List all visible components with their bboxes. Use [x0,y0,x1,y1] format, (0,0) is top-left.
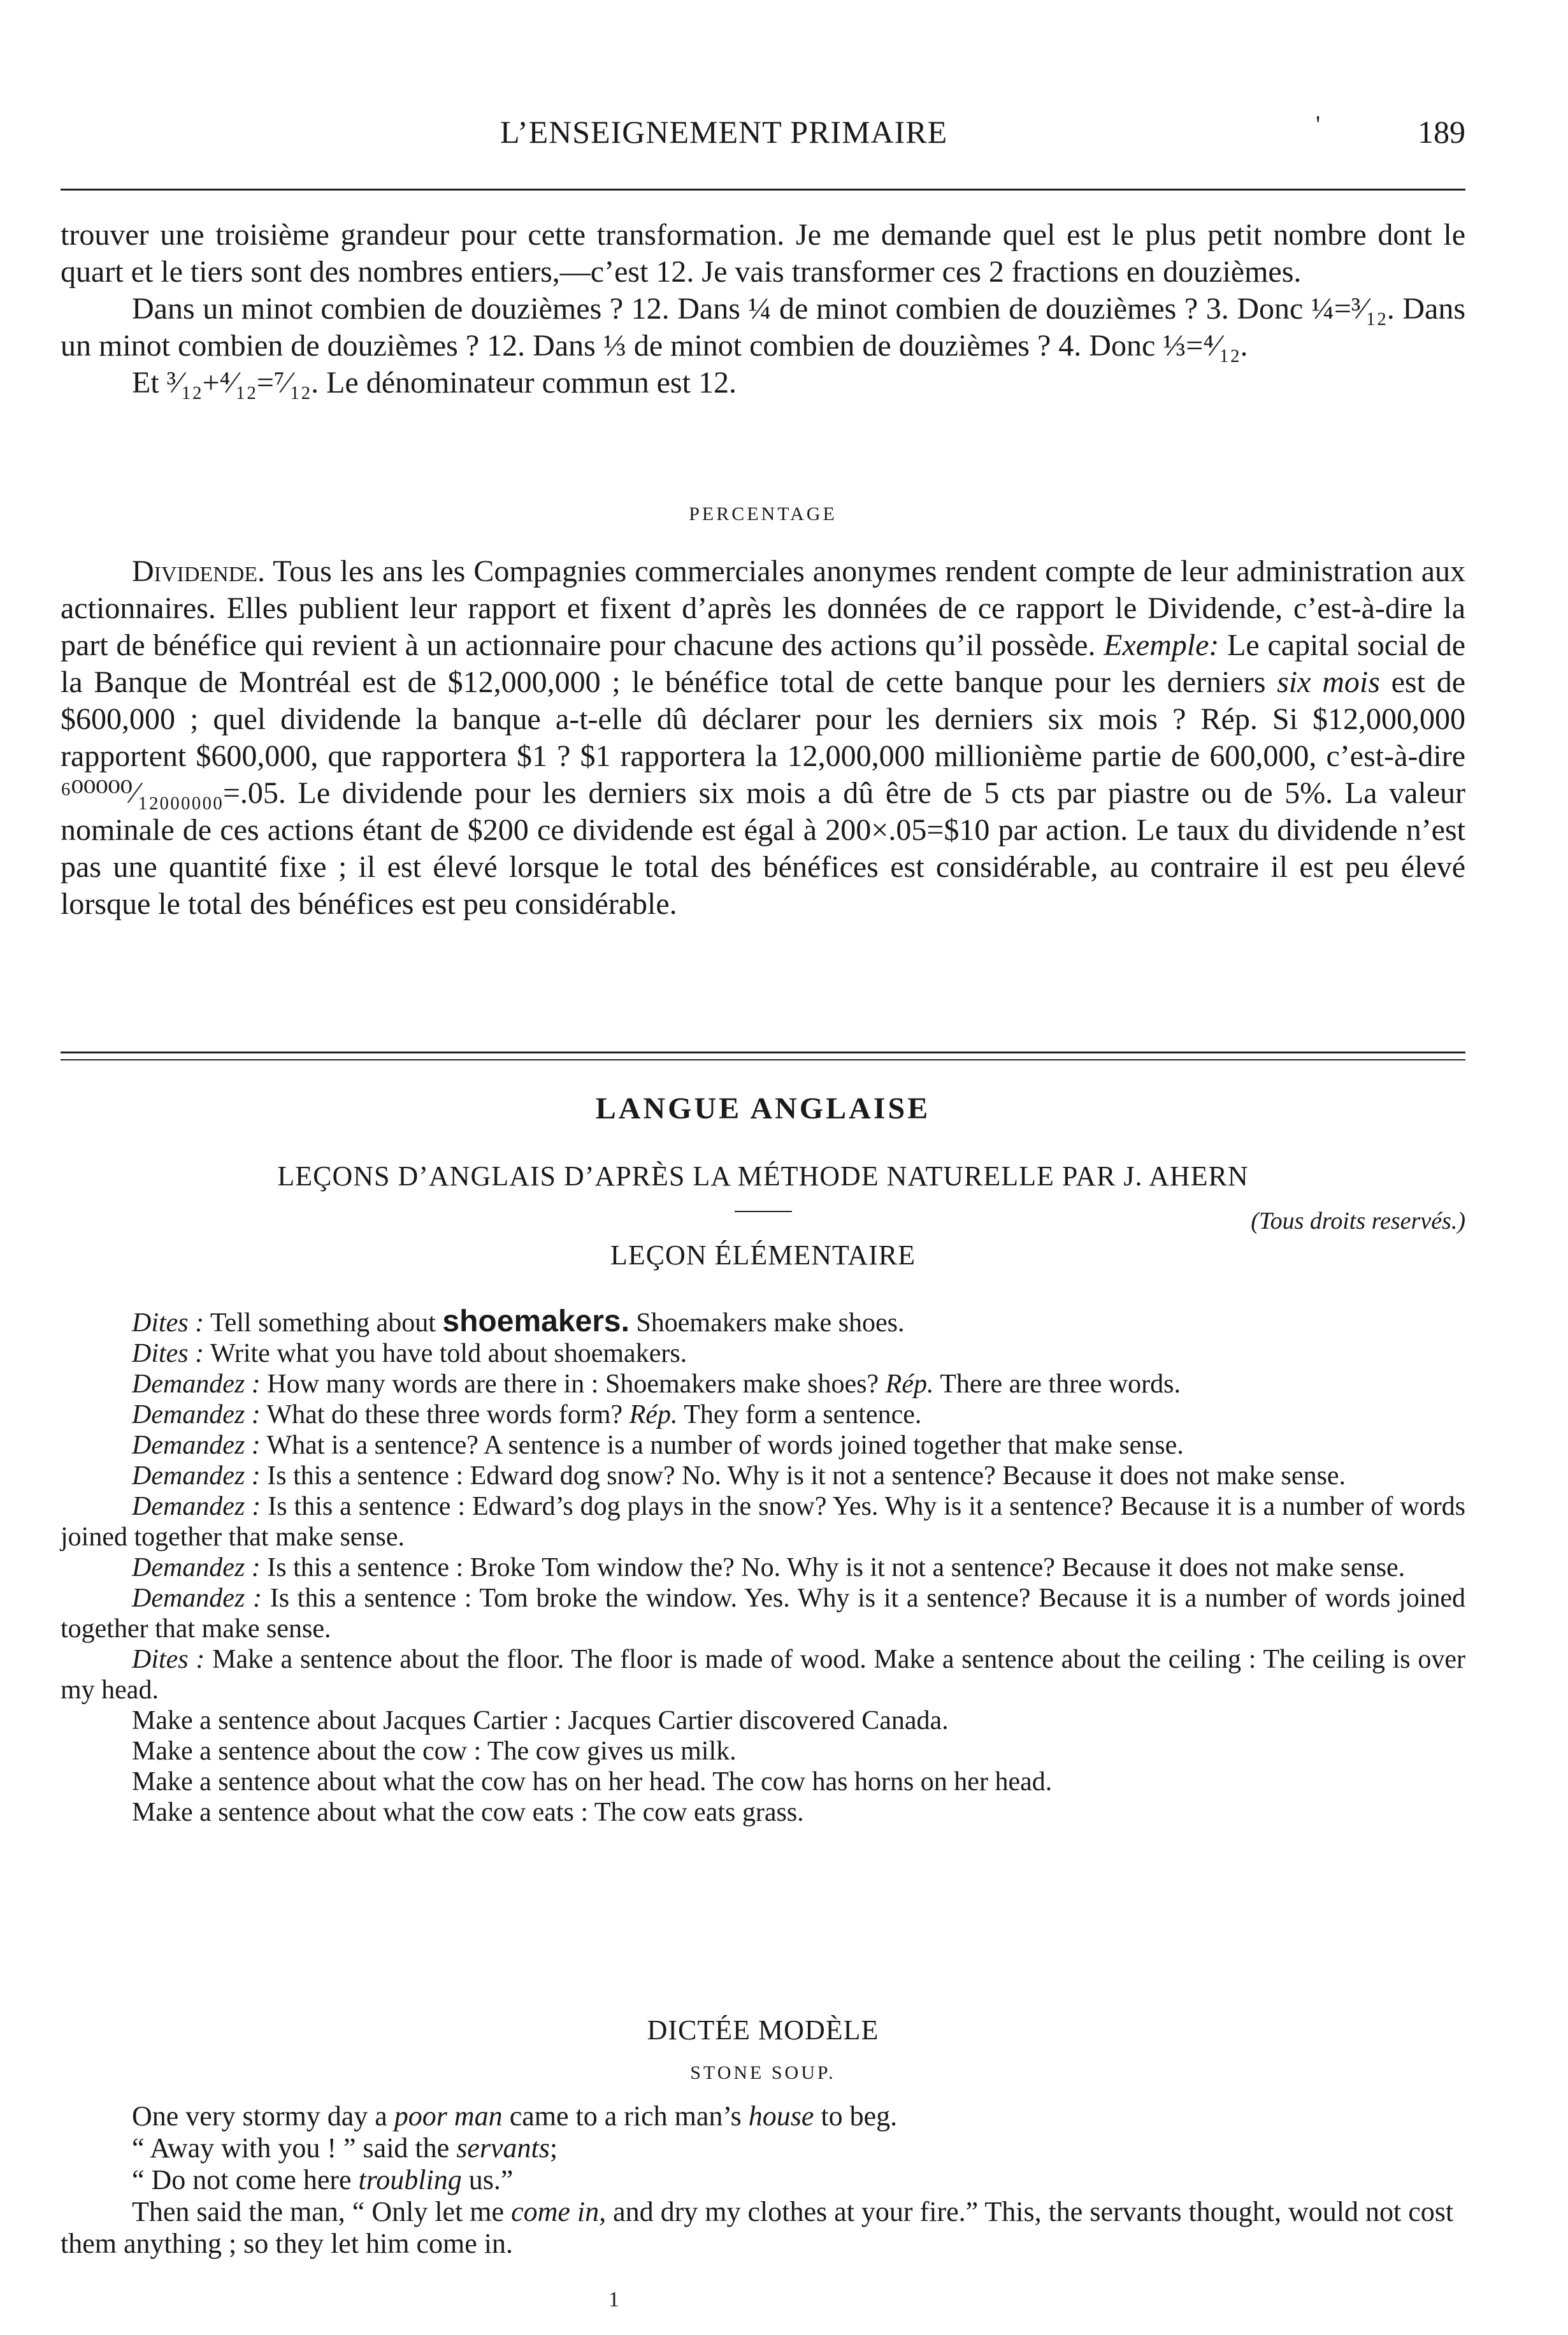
example-text-1: Le capital social de la Banque de Montréal est de $12,000,000 ; le bénéfice total de cette banque pour les derniers [61,628,1466,699]
english-lesson-body [61,1306,1465,1828]
dictee-subtitle: STONE SOUP. [690,2062,836,2083]
lesson-line: Demandez : Is this a sentence : Edward dog snow? No. Why is it not a sentence? Because it does not make sense. [132,1461,1346,1491]
lesson-line: Dites : Tell something about shoemakers. Shoemakers make shoes. [132,1305,905,1338]
dictee-line: One very stormy day a poor man came to a rich man’s house to beg. [132,2100,898,2132]
dictee-line: Then said the man, “ Only let me come in, and dry my clothes at your fire.” This, the servants thought, would not cost them anything ; so they let him come in. [61,2196,1454,2259]
arith-paragraph-1: trouver une troisième grandeur pour cette transformation. Je me demande quel est le plus petit nombre dont le quart et le tiers sont des nombres entiers,—c’est 12. Je vais transformer ces 2 fractions en douzièmes. [61,218,1465,289]
section-title: LANGUE ANGLAISE [595,1092,931,1125]
rights-notice: (Tous droits reservés.) [1251,1208,1465,1234]
dictee-title: DICTÉE MODÈLE [647,2014,879,2046]
lesson-line: Make a sentence about what the cow has on her head. The cow has horns on her head. [132,1767,1053,1796]
example-emphasis: six mois [1277,665,1380,699]
footer-mark: 1 [608,2288,619,2311]
lesson-line: Demandez : How many words are there in : Shoemakers make shoes? Rép. There are three words. [132,1370,1181,1399]
example-label: Exemple: [1104,628,1219,662]
lesson-line: Make a sentence about Jacques Cartier : Jacques Cartier discovered Canada. [132,1706,949,1735]
header-mark: ' [1316,110,1321,139]
arith-paragraph-3: Et ³⁄₁₂+⁴⁄₁₂=⁷⁄₁₂. Le dénominateur commun est 12. [132,366,737,400]
dictee-line: “ Away with you ! ” said the servants; [132,2132,558,2164]
dividend-term: Dividende. [132,554,266,588]
lesson-subtitle: LEÇON ÉLÉMENTAIRE [610,1240,916,1271]
lesson-line: Demandez : What is a sentence? A sentence is a number of words joined together that make sense. [132,1431,1184,1460]
running-header [61,110,1465,158]
lesson-line: Demandez : Is this a sentence : Broke Tom window the? No. Why is it not a sentence? Because it does not make sense. [132,1553,1406,1582]
lesson-line: Dites : Make a sentence about the floor. The floor is made of wood. Make a sentence about the ceiling : The ceiling is over my head. [61,1645,1465,1705]
percentage-heading: PERCENTAGE [689,503,837,524]
dictee-body [61,2100,1465,2260]
example-text-2: est de $600,000 ; quel dividende la banque a-t-elle dû déclarer pour les derniers six mois ? Rép. Si $12,000,000 rapportent $600,000, que rapportera $1 ? $1 rapportera la 12,000,000 millionième partie de 600,000, c’est-à-dire ⁶⁰⁰⁰⁰⁰⁄₁₂₀₀₀₀₀₀=.05. Le dividende pour les derniers six mois a dû être de 5 cts par piastre ou de 5%. La valeur nominale de ces actions étant de $200 ce dividende est égal à 200×.05=$10 par action. Le taux du dividende n’est pas une quantité fixe ; il est élevé lorsque le total des bénéfices est considérable, au contraire il est peu élevé lorsque le total des bénéfices est peu considérable. [61,665,1465,921]
dictee-line: “ Do not come here troubling us.” [132,2164,514,2195]
lesson-line: Demandez : Is this a sentence : Edward’s dog plays in the snow? Yes. Why is it a sentence? Because it is a number of words joined together that make sense. [61,1492,1465,1552]
dividend-body: Tous les ans les Compagnies commerciales anonymes rendent compte de leur administration aux actionnaires. Elles publient leur rapport et fixent d’après les données de ce rapport le Dividende, c’est-à-dire la part de bénéfice qui revient à un actionnaire pour chacune des actions qu’il possède. [61,554,1465,662]
lesson-line: Make a sentence about the cow : The cow gives us milk. [132,1737,737,1766]
lesson-line: Demandez : Is this a sentence : Tom broke the window. Yes. Why is it a sentence? Because it is a number of words joined together that make sense. [61,1584,1466,1644]
arith-paragraph-2: Dans un minot combien de douzièmes ? 12. Dans ¼ de minot combien de douzièmes ? 3. Donc ¼=³⁄₁₂. Dans un minot combien de douzièmes ? 12. Dans ⅓ de minot combien de douzièmes ? 4. Donc ⅓=⁴⁄₁₂. [61,292,1465,363]
arithmetic-section [61,217,1465,401]
lesson-heading: LEÇONS D’ANGLAIS D’APRÈS LA MÉTHODE NATURELLE PAR J. AHERN [277,1160,1249,1192]
lesson-subheader [61,1208,1465,1235]
lesson-line: Dites : Write what you have told about shoemakers. [132,1339,687,1368]
header-rule [61,189,1465,191]
dividend-paragraph [61,553,1465,923]
page-number: 189 [1418,114,1465,150]
journal-title: L’ENSEIGNEMENT PRIMAIRE [500,114,948,150]
lesson-line: Make a sentence about what the cow eats : The cow eats grass. [132,1798,804,1827]
section-double-rule-top [61,1052,1465,1053]
lesson-line: Demandez : What do these three words form? Rép. They form a sentence. [132,1400,922,1429]
section-double-rule-bottom [61,1059,1465,1060]
keyword: shoemakers. [442,1305,629,1338]
